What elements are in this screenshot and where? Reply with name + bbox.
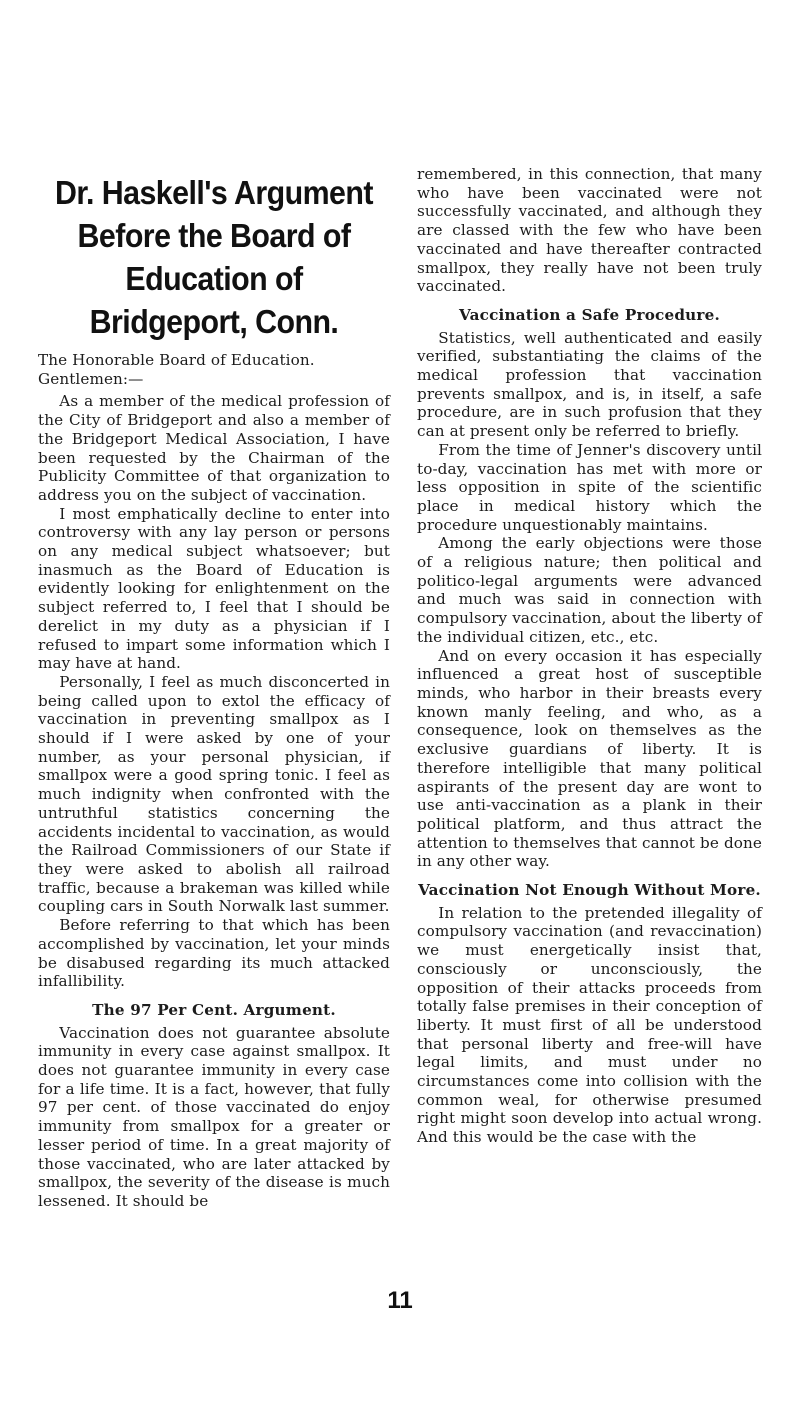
section-heading-97-per-cent: The 97 Per Cent. Argument. bbox=[92, 1000, 336, 1019]
paragraph: Among the early objections were those of a religious nature; then political and politico-legal arguments were advanced and much was said in connection with compulsory vaccination, about the liberty of the individual citizen, etc., etc. bbox=[417, 534, 762, 646]
paragraph: Vaccination does not guarantee absolute immunity in every case against smallpox. It does not guarantee immunity in every case for a life time. It is a fact, however, that fully 97 per cent. of those vaccinated do enjoy immunity from smallpox for a greater or lesser period of time. In a great majority of those vaccinated, who are later attacked by smallpox, the severity of the disease is much lessened. It should be bbox=[38, 1023, 390, 1210]
paragraph: Personally, I feel as much disconcerted in being called upon to extol the efficacy of vaccination in preventing smallpox as I should if I were asked by one of your number, as your personal physician, if smallpox were a good spring tonic. I feel as much indignity when confronted with the untruthful statistics concerning the accidents incidental to vaccination, as would the Railroad Commissioners of our State if they were asked to abolish all railroad traffic, because a brakeman was killed while coupling cars in South Norwalk last summer. bbox=[38, 672, 390, 916]
addressee: The Honorable Board of Education. bbox=[38, 351, 315, 369]
paragraph: Statistics, well authenticated and easily verified, substantiating the claims of the medical profession that vaccination prevents smallpox, and is, in itself, a safe procedure, are in such profusion that they can at present only be referred to briefly. bbox=[417, 328, 762, 441]
left-column bbox=[38, 163, 390, 1211]
paragraph: I most emphatically decline to enter into controversy with any lay person or persons on any medical subject whatsoever; but inasmuch as the Board of Education is evidently looking for enlightenment on the subject referred to, I feel that I should be derelict in my duty as a physician if I refused to impart some information which I may have at hand. bbox=[38, 504, 390, 673]
salutation: Gentlemen:— bbox=[38, 369, 144, 388]
section-heading-safe-procedure: Vaccination a Safe Procedure. bbox=[459, 305, 720, 324]
section-heading-not-enough: Vaccination Not Enough Without More. bbox=[418, 881, 761, 900]
paragraph-continuation: remembered, in this connection, that many who have been vaccinated were not successfully vaccinated, and although they are classed with the few who have been vaccinated and have thereafter contracted smallpox, they really have not been truly vaccinated. bbox=[417, 165, 762, 296]
paragraph: In relation to the pretended illegality of compulsory vaccination (and revaccination) we must energetically insist that, consciously or unconsciously, the opposition of their attacks proceeds from totally false premises in their conception of liberty. It must first of all be understood that personal liberty and free-will have legal limits, and must under no circumstances come into collision with the common weal, for otherwise presumed right might soon develop into actual wrong. And this would be the case with the bbox=[417, 903, 762, 1147]
paragraph: From the time of Jenner's discovery until to-day, vaccination has met with more or less opposition in spite of the scientific place in medical history which the procedure unquestionably maintains. bbox=[417, 440, 762, 534]
article-title: Dr. Haskell's Argument Before the Board of Education of Bridgeport, Conn. bbox=[55, 174, 373, 340]
right-column bbox=[417, 165, 762, 1147]
paragraph: Before referring to that which has been accomplished by vaccination, let your minds be disabused regarding its much attacked infallibility. bbox=[38, 916, 390, 991]
paragraph: As a member of the medical profession of the City of Bridgeport and also a member of the Bridgeport Medical Association, I have been requested by the Chairman of the Publicity Committee of that organization to address you on the subject of vaccination. bbox=[38, 392, 390, 504]
paragraph: And on every occasion it has especially influenced a great host of susceptible minds, who harbor in their breasts every known manly feeling, and who, as a consequence, look on themselves as the exclusive guardians of liberty. It is therefore intelligible that many political aspirants of the present day are wont to use anti-vaccination as a plank in their political platform, and thus attract the attention to themselves that cannot be done in any other way. bbox=[417, 646, 762, 871]
page-number: 11 bbox=[387, 1287, 413, 1314]
